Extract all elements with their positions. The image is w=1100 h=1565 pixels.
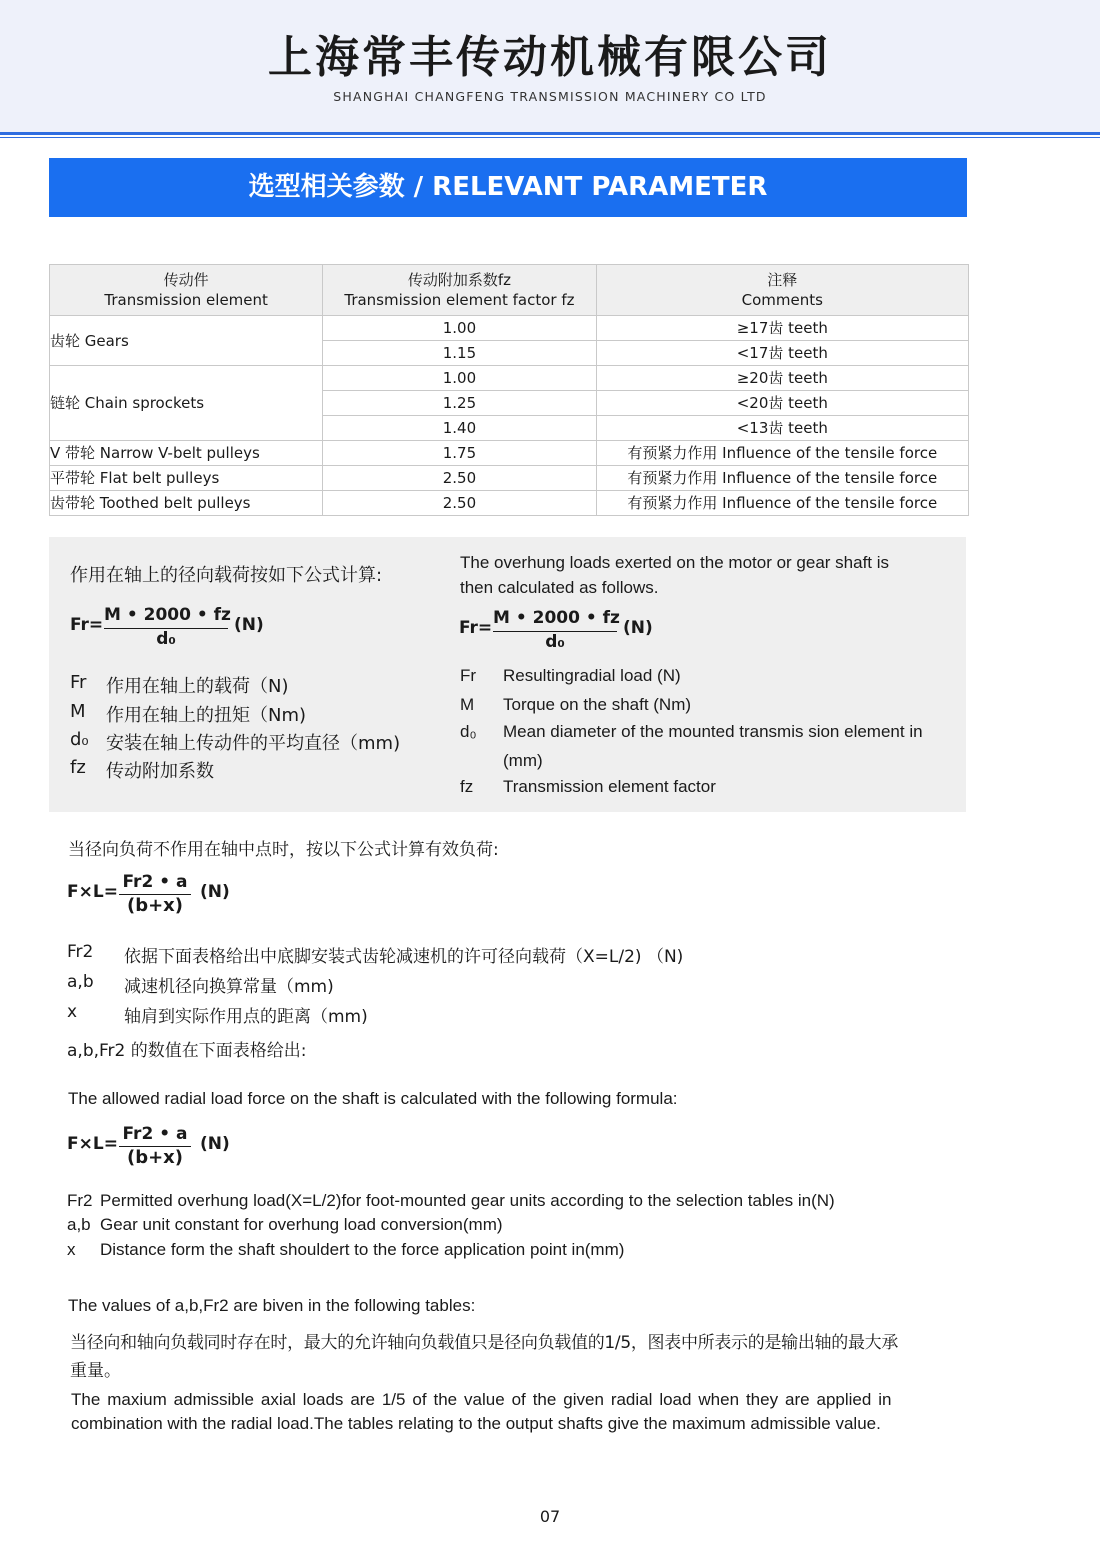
formula-unit: (N) <box>200 1134 230 1154</box>
def-text: 传动附加系数 <box>106 761 214 782</box>
def-text: Resultingradial load (N) <box>503 666 681 685</box>
table-row <box>50 491 969 516</box>
def-symbol: M <box>70 701 86 722</box>
comment-cell: ≥17齿 teeth <box>596 316 968 341</box>
formula-intro-en-line1: The overhung loads exerted on the motor or gear shaft is <box>460 553 890 572</box>
def-symbol: M <box>460 695 475 714</box>
comment-cell: <20齿 teeth <box>596 391 968 416</box>
allowed-load-intro-en: The allowed radial load force on the shaft is calculated with the following formula: <box>68 1089 678 1108</box>
table-row <box>50 316 969 341</box>
def-text: 轴肩到实际作用点的距离（mm) <box>124 1007 368 1027</box>
axial-load-cn-line2: 重量。 <box>70 1361 121 1381</box>
comment-cell: 有预紧力作用 Influence of the tensile force <box>596 466 968 491</box>
def-symbol: a,b <box>67 972 94 992</box>
header-factor: 传动附加系数fz Transmission element factor fz <box>323 265 596 316</box>
table-row <box>50 441 969 466</box>
header-comments: 注释 Comments <box>596 265 968 316</box>
element-cell: V 带轮 Narrow V-belt pulleys <box>50 441 323 466</box>
table-row <box>50 366 969 391</box>
comment-cell: 有预紧力作用 Influence of the tensile force <box>596 441 968 466</box>
formula-numerator: Fr2 • a <box>122 872 188 892</box>
company-name-en: SHANGHAI CHANGFENG TRANSMISSION MACHINERY CO LTD <box>333 89 767 104</box>
factor-cell: 2.50 <box>323 491 596 516</box>
factor-cell: 1.00 <box>323 366 596 391</box>
element-cell: 平带轮 Flat belt pulleys <box>50 466 323 491</box>
header-divider <box>0 132 1100 135</box>
values-note-cn: a,b,Fr2 的数值在下面表格给出: <box>67 1041 307 1061</box>
effective-load-formula-cn <box>67 872 267 922</box>
def-symbol: d₀ <box>460 722 477 741</box>
page-header <box>0 0 1100 132</box>
formula-denominator: (b+x) <box>126 895 184 916</box>
def-symbol: Fr <box>70 672 87 693</box>
def-symbol: fz <box>460 777 474 796</box>
comment-cell: 有预紧力作用 Influence of the tensile force <box>596 491 968 516</box>
def-text: Transmission element factor <box>503 777 716 796</box>
factor-cell: 1.15 <box>323 341 596 366</box>
def-symbol: Fr <box>460 666 477 685</box>
header-transmission-element: 传动件 Transmission element <box>50 265 323 316</box>
formula-numerator: Fr2 • a <box>122 1124 188 1144</box>
def-text: 依据下面表格给出中底脚安装式齿轮减速机的许可径向载荷（X=L/2) （N) <box>124 947 684 967</box>
formula-unit: (N) <box>234 615 264 635</box>
axial-load-en-line1: The maxium admissible axial loads are 1/5 of the value of the given radial load when they are applied in <box>71 1390 892 1409</box>
effective-load-intro-cn: 当径向负荷不作用在轴中点时，按以下公式计算有效负荷: <box>68 840 499 860</box>
formula-lhs: F×L= <box>67 1134 118 1154</box>
formula-intro-en-line2: then calculated as follows. <box>460 578 659 597</box>
def-symbol: Fr2 <box>67 1191 93 1210</box>
factor-cell: 1.75 <box>323 441 596 466</box>
def-symbol: a,b <box>67 1215 91 1234</box>
def-text: Distance form the shaft shouldert to the force application point in(mm) <box>100 1240 625 1259</box>
formula-denominator: d₀ <box>545 632 565 652</box>
def-symbol: d₀ <box>70 729 89 750</box>
formula-lhs: F×L= <box>67 882 118 902</box>
formula-lhs: Fr= <box>70 615 104 635</box>
radial-load-formula-en <box>459 608 699 658</box>
axial-load-cn-line1: 当径向和轴向负载同时存在时，最大的允许轴向负载值只是径向负载值的1/5，图表中所表示的是输出轴的最大承 <box>70 1333 899 1353</box>
page-number: 07 <box>539 1507 561 1526</box>
def-text: Gear unit constant for overhung load conversion(mm) <box>100 1215 503 1234</box>
factor-cell: 1.25 <box>323 391 596 416</box>
axial-load-en-line2: combination with the radial load.The tables relating to the output shafts give the maximum admissible value. <box>71 1414 881 1433</box>
def-symbol: x <box>67 1240 76 1259</box>
factor-cell: 1.00 <box>323 316 596 341</box>
def-text-continued: (mm) <box>503 751 543 770</box>
allowed-load-formula-en <box>67 1124 267 1174</box>
table-row <box>50 466 969 491</box>
comment-cell: ≥20齿 teeth <box>596 366 968 391</box>
values-note-en: The values of a,b,Fr2 are biven in the following tables: <box>68 1296 476 1315</box>
company-name-cn: 上海常丰传动机械有限公司 <box>268 32 832 83</box>
table-header-row <box>50 265 969 316</box>
def-symbol: Fr2 <box>67 942 94 962</box>
factor-cell: 1.40 <box>323 416 596 441</box>
header-divider-thin <box>0 137 1100 138</box>
def-text: Torque on the shaft (Nm) <box>503 695 692 714</box>
formula-intro-cn: 作用在轴上的径向载荷按如下公式计算: <box>70 565 383 586</box>
element-cell: 齿轮 Gears <box>50 316 323 366</box>
def-text: Mean diameter of the mounted transmis sion element in <box>503 722 923 741</box>
comment-cell: <13齿 teeth <box>596 416 968 441</box>
formula-denominator: d₀ <box>156 629 176 649</box>
def-text: Permitted overhung load(X=L/2)for foot-mounted gear units according to the selection tables in(N) <box>100 1191 835 1210</box>
def-symbol: fz <box>70 757 86 778</box>
comment-cell: <17齿 teeth <box>596 341 968 366</box>
transmission-factor-table <box>49 264 969 516</box>
formula-denominator: (b+x) <box>126 1147 184 1168</box>
def-text: 作用在轴上的扭矩（Nm) <box>106 705 307 726</box>
def-text: 作用在轴上的载荷（N) <box>106 676 289 697</box>
formula-numerator: M • 2000 • fz <box>493 608 620 628</box>
element-cell: 链轮 Chain sprockets <box>50 366 323 441</box>
element-cell: 齿带轮 Toothed belt pulleys <box>50 491 323 516</box>
def-text: 减速机径向换算常量（mm) <box>124 977 334 997</box>
formula-unit: (N) <box>623 618 653 638</box>
def-symbol: x <box>67 1002 78 1022</box>
factor-cell: 2.50 <box>323 466 596 491</box>
radial-load-formula-cn <box>70 605 310 655</box>
section-banner: 选型相关参数 / RELEVANT PARAMETER <box>49 158 967 217</box>
def-text: 安装在轴上传动件的平均直径（mm) <box>106 733 401 754</box>
formula-numerator: M • 2000 • fz <box>104 605 231 625</box>
formula-unit: (N) <box>200 882 230 902</box>
formula-lhs: Fr= <box>459 618 493 638</box>
